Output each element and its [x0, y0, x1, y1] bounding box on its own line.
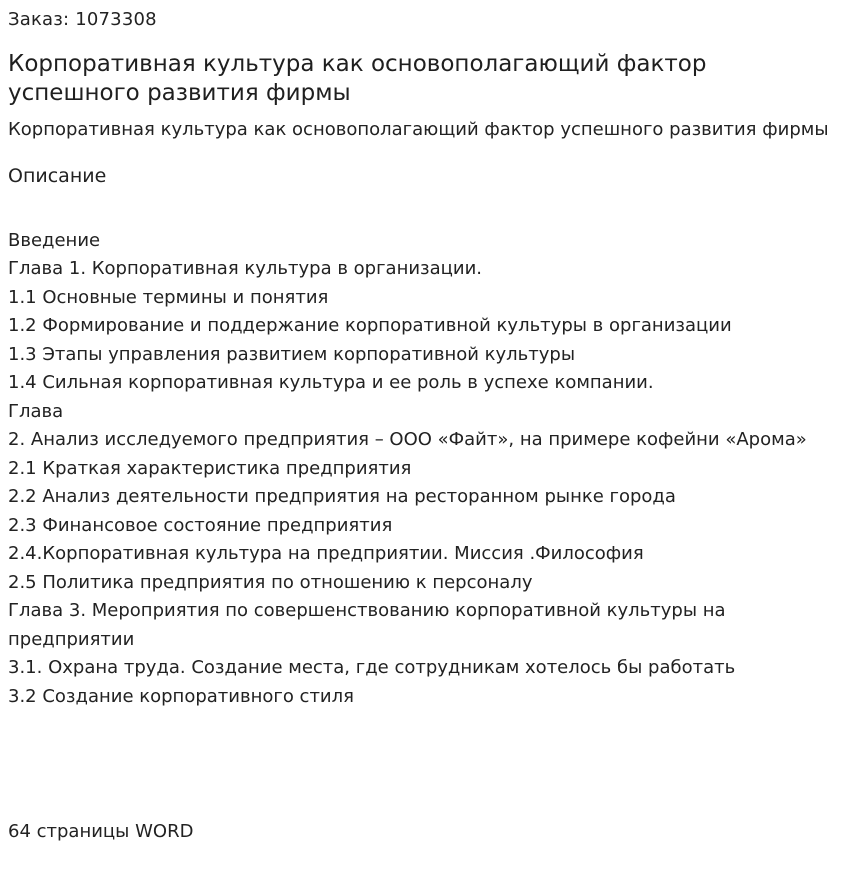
- description-heading: Описание: [8, 164, 107, 187]
- toc-item-chapter-label: Глава: [8, 400, 64, 422]
- toc-item-2-2: 2.2 Анализ деятельности предприятия на ресторанном рынке города: [8, 486, 676, 507]
- toc-item-3-1: 3.1. Охрана труда. Создание места, где сотрудникам хотелось бы работать: [8, 657, 736, 678]
- order-number: Заказ: 1073308: [8, 9, 157, 30]
- toc-item-1-1: 1.1 Основные термины и понятия: [8, 286, 329, 308]
- toc-item-1-3: 1.3 Этапы управления развитием корпоративной культуры: [8, 343, 576, 365]
- toc-item-2-1: 2.1 Краткая характеристика предприятия: [8, 457, 412, 479]
- toc-item-intro: Введение: [8, 229, 101, 251]
- toc-item-2-3: 2.3 Финансовое состояние предприятия: [8, 514, 393, 536]
- toc-item-chapter-2: 2. Анализ исследуемого предприятия – ООО «Файт», на примере кофейни «Арома»: [8, 429, 807, 450]
- page-subtitle: Корпоративная культура как основополагающий фактор успешного развития фирмы: [8, 119, 829, 140]
- toc-item-1-2: 1.2 Формирование и поддержание корпоративной культуры в организации: [8, 315, 732, 336]
- page-count-note: 64 страницы WORD: [8, 821, 194, 842]
- toc-item-3-2: 3.2 Создание корпоративного стиля: [8, 685, 354, 707]
- toc-item-2-5: 2.5 Политика предприятия по отношению к персоналу: [8, 571, 533, 593]
- table-of-contents: [8, 227, 839, 712]
- toc-item-chapter-1: Глава 1. Корпоративная культура в организации.: [8, 258, 483, 279]
- toc-item-1-4: 1.4 Сильная корпоративная культура и ее роль в успехе компании.: [8, 372, 654, 393]
- toc-item-chapter-3: Глава 3. Мероприятия по совершенствованию корпоративной культуры на предприятии: [8, 600, 726, 650]
- page-title: Корпоративная культура как основополагающий фактор успешного развития фирмы: [8, 51, 707, 106]
- toc-item-2-4: 2.4.Корпоративная культура на предприятии. Миссия .Философия: [8, 543, 644, 564]
